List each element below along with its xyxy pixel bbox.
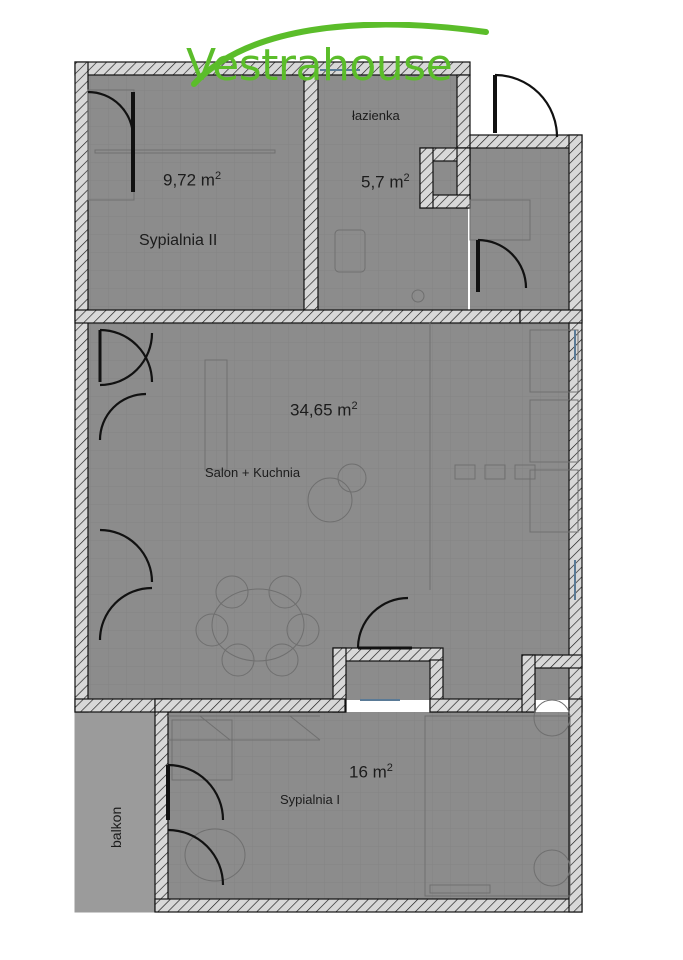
area-label-sypialnia-1: 16 $m^2$ (349, 762, 393, 782)
area-label-sypialnia-2: 9,72 $m^2$ (163, 170, 222, 190)
room-label-sypialnia-2: Sypialnia II (139, 232, 218, 249)
area-label-salon: 34,65 $m^2$ (290, 400, 358, 420)
room-label-sypialnia-1: Sypialnia I (280, 792, 340, 807)
room-label-lazienka: łazienka (352, 108, 400, 123)
room-label-balkon: balkon (108, 806, 124, 848)
watermark-text: Vestrahouse (186, 40, 453, 91)
room-label-salon: Salon + Kuchnia (205, 465, 301, 480)
area-label-lazienka: 5,7 $m^2$ (361, 172, 410, 192)
